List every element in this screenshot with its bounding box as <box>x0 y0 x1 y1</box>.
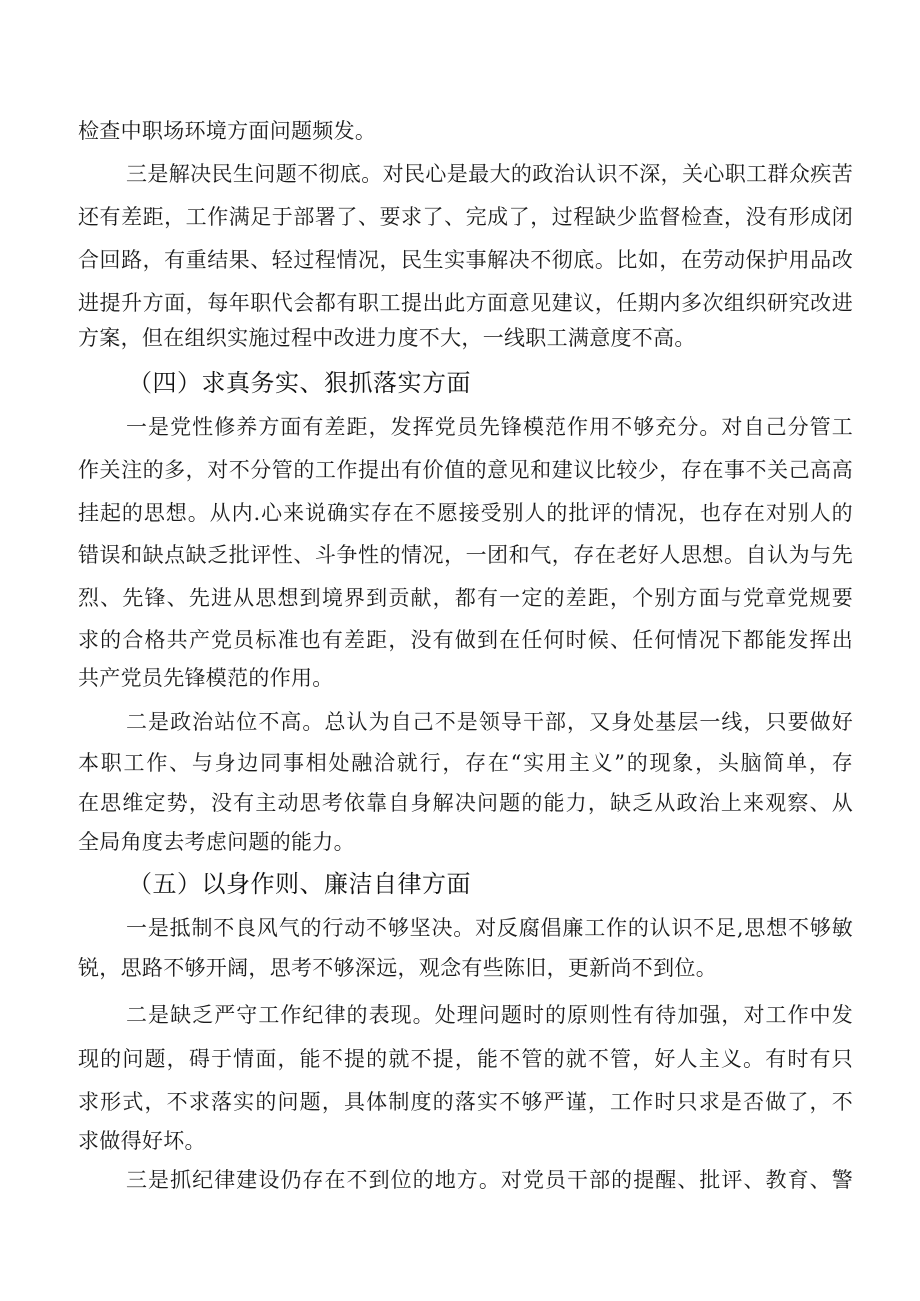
paragraph-line: 二是缺乏严守工作纪律的表现。处理问题时的原则性有待加强，对工作中发 <box>126 1003 853 1027</box>
paragraph-line: 求形式，不求落实的问题，具体制度的落实不够严谨，工作时只求是否做了，不 <box>78 1090 853 1114</box>
paragraph-line: 三是抓纪律建设仍存在不到位的地方。对党员干部的提醒、批评、教育、警 <box>126 1168 853 1192</box>
paragraph-line: 进提升方面，每年职代会都有职工提出此方面意见建议，任期内多次组织研究改进 <box>78 291 853 315</box>
paragraph-line: 还有差距，工作满足于部署了、要求了、完成了，过程缺少监督检查，没有形成闭 <box>78 205 853 229</box>
paragraph-line: 三是解决民生问题不彻底。对民心是最大的政治认识不深，关心职工群众疾苦 <box>126 162 853 186</box>
paragraph-line: 现的问题，碍于情面，能不提的就不提，能不管的就不管，好人主义。有时有只 <box>78 1047 853 1071</box>
paragraph-line: 锐，思路不够开阔，思考不够深远，观念有些陈旧，更新尚不到位。 <box>78 956 717 980</box>
paragraph-line: 检查中职场环境方面问题频发。 <box>78 119 377 143</box>
paragraph-line: 共产党员先锋模范的作用。 <box>78 666 334 690</box>
paragraph-line: 错误和缺点缺乏批评性、斗争性的情况，一团和气，存在老好人思想。自认为与先 <box>78 543 853 567</box>
paragraph-line: 挂起的思想。从内.心来说确实存在不愿接受别人的批评的情况，也存在对别人的 <box>78 501 853 525</box>
paragraph-line: 烈、先锋、先进从思想到境界到贡献，都有一定的差距，个别方面与党章党规要 <box>78 586 853 610</box>
paragraph-line: 一是抵制不良风气的行动不够坚决。对反腐倡廉工作的认识不足,思想不够敏 <box>126 916 853 940</box>
paragraph-line: 合回路，有重结果、轻过程情况，民生实事解决不彻底。比如，在劳动保护用品改 <box>78 248 853 272</box>
section-heading: （四）求真务实、狠抓落实方面 <box>128 369 471 397</box>
paragraph-line: 求的合格共产党员标准也有差距，没有做到在任何时候、任何情况下都能发挥出 <box>78 628 853 652</box>
paragraph-line: 在思维定势，没有主动思考依靠自身解决问题的能力，缺乏从政治上来观察、从 <box>78 791 853 815</box>
paragraph-line: 一是党性修养方面有差距，发挥党员先锋模范作用不够充分。对自己分管工 <box>126 415 853 439</box>
paragraph-line: 本职工作、与身边同事相处融洽就行，存在“实用主义”的现象，头脑简单，存 <box>78 751 853 775</box>
paragraph-line: 二是政治站位不高。总认为自己不是领导干部，又身处基层一线，只要做好 <box>126 710 853 734</box>
section-heading: （五）以身作则、廉洁自律方面 <box>128 870 471 898</box>
paragraph-line: 求做得好坏。 <box>78 1129 206 1153</box>
paragraph-line: 作关注的多，对不分管的工作提出有价值的意见和建议比较少，存在事不关己高高 <box>78 458 853 482</box>
paragraph-line: 全局角度去考虑问题的能力。 <box>78 830 355 854</box>
paragraph-line: 方案，但在组织实施过程中改进力度不大，一线职工满意度不高。 <box>78 326 696 350</box>
